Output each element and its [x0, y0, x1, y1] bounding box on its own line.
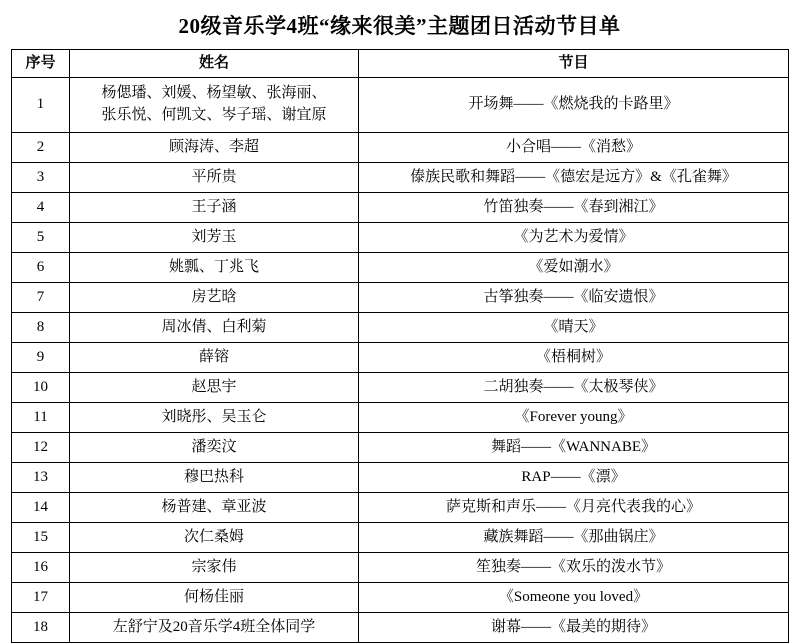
cell-program[interactable]: RAP——《漂》 [359, 463, 789, 493]
program-table [11, 49, 789, 643]
table-row[interactable] [12, 283, 789, 313]
column-header-program: 节目 [359, 50, 789, 78]
cell-name[interactable]: 周冰倩、白利菊 [70, 313, 359, 343]
cell-name[interactable]: 姚瓢、丁兆飞 [70, 253, 359, 283]
cell-program[interactable]: 傣族民歌和舞蹈——《德宏是远方》&《孔雀舞》 [359, 163, 789, 193]
table-row[interactable] [12, 223, 789, 253]
cell-name[interactable]: 赵思宇 [70, 373, 359, 403]
table-header-row [12, 50, 789, 78]
cell-program[interactable]: 《晴天》 [359, 313, 789, 343]
cell-number[interactable]: 8 [12, 313, 70, 343]
table-row[interactable] [12, 163, 789, 193]
cell-name[interactable]: 何杨佳丽 [70, 583, 359, 613]
cell-program[interactable]: 《爱如潮水》 [359, 253, 789, 283]
cell-number[interactable]: 10 [12, 373, 70, 403]
table-row[interactable] [12, 463, 789, 493]
cell-number[interactable]: 5 [12, 223, 70, 253]
cell-name[interactable]: 顾海涛、李超 [70, 133, 359, 163]
cell-number[interactable]: 9 [12, 343, 70, 373]
table-row[interactable] [12, 613, 789, 643]
column-header-name: 姓名 [70, 50, 359, 78]
page-title: 20级音乐学4班“缘来很美”主题团日活动节目单 [178, 14, 621, 38]
cell-number[interactable]: 7 [12, 283, 70, 313]
cell-number[interactable]: 17 [12, 583, 70, 613]
cell-program[interactable]: 小合唱——《消愁》 [359, 133, 789, 163]
cell-name[interactable]: 潘奕汶 [70, 433, 359, 463]
cell-number[interactable]: 1 [12, 78, 70, 133]
cell-name[interactable]: 宗家伟 [70, 553, 359, 583]
cell-number[interactable]: 14 [12, 493, 70, 523]
cell-name[interactable]: 左舒宁及20音乐学4班全体同学 [70, 613, 359, 643]
cell-program[interactable]: 萨克斯和声乐——《月亮代表我的心》 [359, 493, 789, 523]
cell-number[interactable]: 16 [12, 553, 70, 583]
cell-program[interactable]: 笙独奏——《欢乐的泼水节》 [359, 553, 789, 583]
table-header [12, 50, 789, 78]
cell-number[interactable]: 18 [12, 613, 70, 643]
column-header-number: 序号 [12, 50, 70, 78]
cell-program[interactable]: 开场舞——《燃烧我的卡路里》 [359, 78, 789, 133]
cell-program[interactable]: 竹笛独奏——《春到湘江》 [359, 193, 789, 223]
table-row[interactable] [12, 493, 789, 523]
table-row[interactable] [12, 343, 789, 373]
table-row[interactable] [12, 78, 789, 133]
cell-name[interactable]: 次仁桑姆 [70, 523, 359, 553]
cell-number[interactable]: 4 [12, 193, 70, 223]
cell-program[interactable]: 舞蹈——《WANNABE》 [359, 433, 789, 463]
table-body [12, 78, 789, 643]
table-row[interactable] [12, 433, 789, 463]
cell-name[interactable]: 房艺晗 [70, 283, 359, 313]
cell-name[interactable]: 王子涵 [70, 193, 359, 223]
cell-name[interactable]: 杨普建、章亚波 [70, 493, 359, 523]
table-row[interactable] [12, 583, 789, 613]
cell-number[interactable]: 2 [12, 133, 70, 163]
cell-program[interactable]: 《Forever young》 [359, 403, 789, 433]
cell-name[interactable]: 刘晓彤、吴玉仑 [70, 403, 359, 433]
cell-number[interactable]: 11 [12, 403, 70, 433]
table-row[interactable] [12, 553, 789, 583]
cell-program[interactable]: 藏族舞蹈——《那曲锅庄》 [359, 523, 789, 553]
table-row[interactable] [12, 523, 789, 553]
table-row[interactable] [12, 193, 789, 223]
table-row[interactable] [12, 313, 789, 343]
table-row[interactable] [12, 373, 789, 403]
cell-number[interactable]: 15 [12, 523, 70, 553]
cell-program[interactable]: 《梧桐树》 [359, 343, 789, 373]
cell-name[interactable]: 平所贵 [70, 163, 359, 193]
cell-program[interactable]: 《Someone you loved》 [359, 583, 789, 613]
cell-number[interactable]: 6 [12, 253, 70, 283]
cell-program[interactable]: 《为艺术为爱情》 [359, 223, 789, 253]
cell-number[interactable]: 12 [12, 433, 70, 463]
cell-name[interactable] [70, 78, 359, 133]
cell-name[interactable]: 穆巴热科 [70, 463, 359, 493]
cell-number[interactable]: 13 [12, 463, 70, 493]
cell-name-line: 张乐悦、何凯文、岑子瑶、谢宜原 [101, 107, 327, 123]
cell-name[interactable]: 薛镕 [70, 343, 359, 373]
cell-number[interactable]: 3 [12, 163, 70, 193]
table-row[interactable] [12, 253, 789, 283]
cell-name-line: 杨偲璠、刘媛、杨望敏、张海丽、 [101, 85, 327, 102]
cell-program[interactable]: 谢幕——《最美的期待》 [359, 613, 789, 643]
table-row[interactable] [12, 133, 789, 163]
cell-program[interactable]: 二胡独奏——《太极琴侠》 [359, 373, 789, 403]
cell-name[interactable]: 刘芳玉 [70, 223, 359, 253]
cell-program[interactable]: 古筝独奏——《临安遗恨》 [359, 283, 789, 313]
table-row[interactable] [12, 403, 789, 433]
